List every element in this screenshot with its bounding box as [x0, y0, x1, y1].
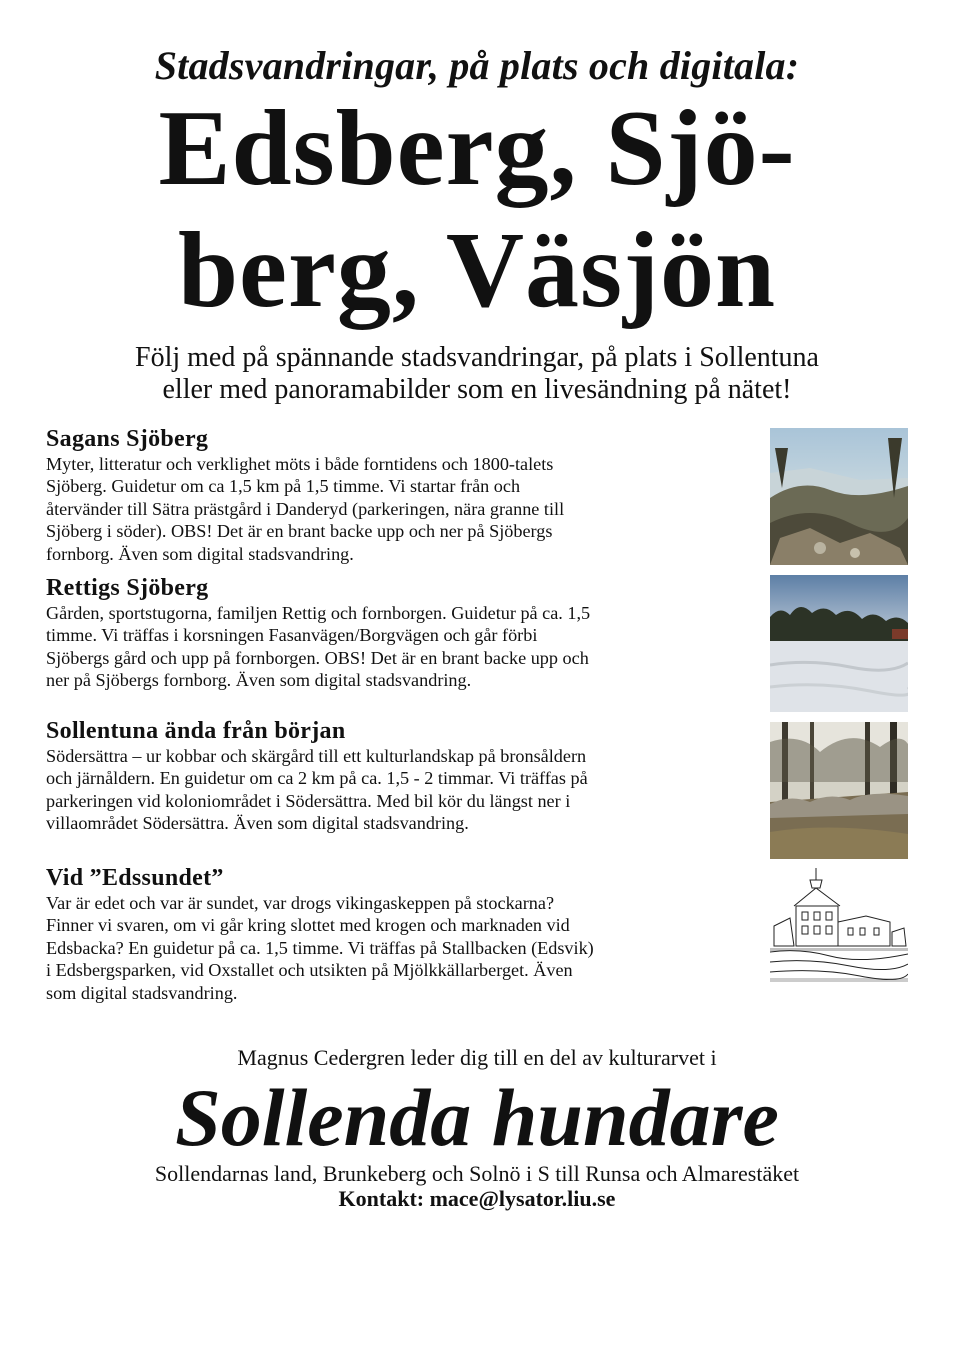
- body-line: Sjöberg i söder). OBS! Det är en brant backe upp och ner på Sjöbergs: [46, 521, 553, 542]
- body-line: och järnåldern. En guidetur om ca 2 km på ca. 1,5 - 2 timmar. Vi träffas på: [46, 768, 588, 789]
- section-heading: Rettigs Sjöberg: [46, 575, 209, 601]
- section-heading: Sagans Sjöberg: [46, 426, 209, 452]
- section-body: [46, 745, 766, 835]
- body-line: timme. Vi träffas i korsningen Fasanvägen/Borgvägen och går förbi: [46, 625, 538, 646]
- section-rettigs-sjoberg: [46, 574, 766, 692]
- section-body: [46, 892, 766, 1004]
- photo-stone-wall: [770, 722, 908, 859]
- body-line: parkeringen vid koloniområdet i Södersättra. Med bil kör du längst ner i: [46, 790, 571, 811]
- photo-snowy-field: [770, 575, 908, 712]
- section-sagans-sjoberg: [46, 425, 766, 565]
- photo-hilltop-view: [770, 428, 908, 565]
- section-heading: Vid ”Edssundet”: [46, 865, 224, 891]
- body-line: Sjöbergs gård och upp på fornborgen. OBS! Det är en brant backe upp och: [46, 647, 589, 668]
- body-line: återvänder till Sätra prästgård i Danderyd (parkeringen, nära granne till: [46, 498, 565, 519]
- body-line: i Edsbergsparken, vid Oxstallet och utsikten på Mjölkkällarberget. Även: [46, 960, 573, 981]
- footer-line: Sollendarnas land, Brunkeberg och Solnö i S till Runsa och Almarestäket: [154, 1161, 800, 1186]
- body-line: Edsbacka? En guidetur på ca. 1,5 timme. Vi träffas på Stallbacken (Edsvik): [46, 937, 594, 958]
- photo-manor-drawing: [770, 866, 908, 986]
- body-line: Finner vi svaren, om vi går kring slottet med krogen och marknaden vid: [46, 915, 570, 936]
- body-line: ner på Sjöbergs fornborg. Även som digital stadsvandring.: [46, 670, 472, 691]
- section-heading: Sollentuna ända från början: [46, 718, 346, 744]
- page-title: [0, 88, 954, 332]
- section-edssundet: [46, 864, 766, 1004]
- section-body: [46, 453, 766, 565]
- title-line: berg, Väsjön: [177, 211, 777, 330]
- brand-title: Sollenda hundare: [175, 1072, 779, 1163]
- snowy-field-image: [770, 575, 908, 712]
- body-line: Myter, litteratur och verklighet möts i både forntidens och 1800-talets: [46, 454, 554, 474]
- intro-text: [40, 342, 914, 406]
- hilltop-image: [770, 428, 908, 565]
- section-body: [46, 602, 766, 692]
- section-sollentuna: [46, 717, 766, 835]
- title-line: Edsberg, Sjö-: [158, 89, 796, 208]
- body-line: fornborg. Även som digital stadsvandring.: [46, 543, 354, 564]
- body-line: Gården, sportstugorna, familjen Rettig och fornborgen. Guidetur på ca. 1,5: [46, 603, 591, 623]
- body-line: villaområdet Södersättra. Även som digital stadsvandring.: [46, 813, 469, 834]
- intro-line: eller med panoramabilder som en livesändning på nätet!: [162, 374, 792, 405]
- kicker-heading: Stadsvandringar, på plats och digitala:: [154, 43, 800, 88]
- body-line: som digital stadsvandring.: [46, 982, 238, 1003]
- stone-wall-image: [770, 722, 908, 859]
- body-line: Södersättra – ur kobbar och skärgård till ett kulturlandskap på bronsåldern: [46, 746, 587, 766]
- contact-email[interactable]: Kontakt: mace@lysator.liu.se: [338, 1186, 616, 1211]
- manor-drawing-image: [770, 866, 908, 986]
- body-line: Sjöberg. Guidetur om ca 1,5 km på 1,5 timme. Vi startar från och: [46, 476, 521, 497]
- body-line: Var är edet och var är sundet, var drogs vikingaskeppen på stockarna?: [46, 893, 555, 913]
- intro-line: Följ med på spännande stadsvandringar, på plats i Sollentuna: [135, 342, 819, 373]
- footer-intro: Magnus Cedergren leder dig till en del av kulturarvet i: [237, 1045, 717, 1070]
